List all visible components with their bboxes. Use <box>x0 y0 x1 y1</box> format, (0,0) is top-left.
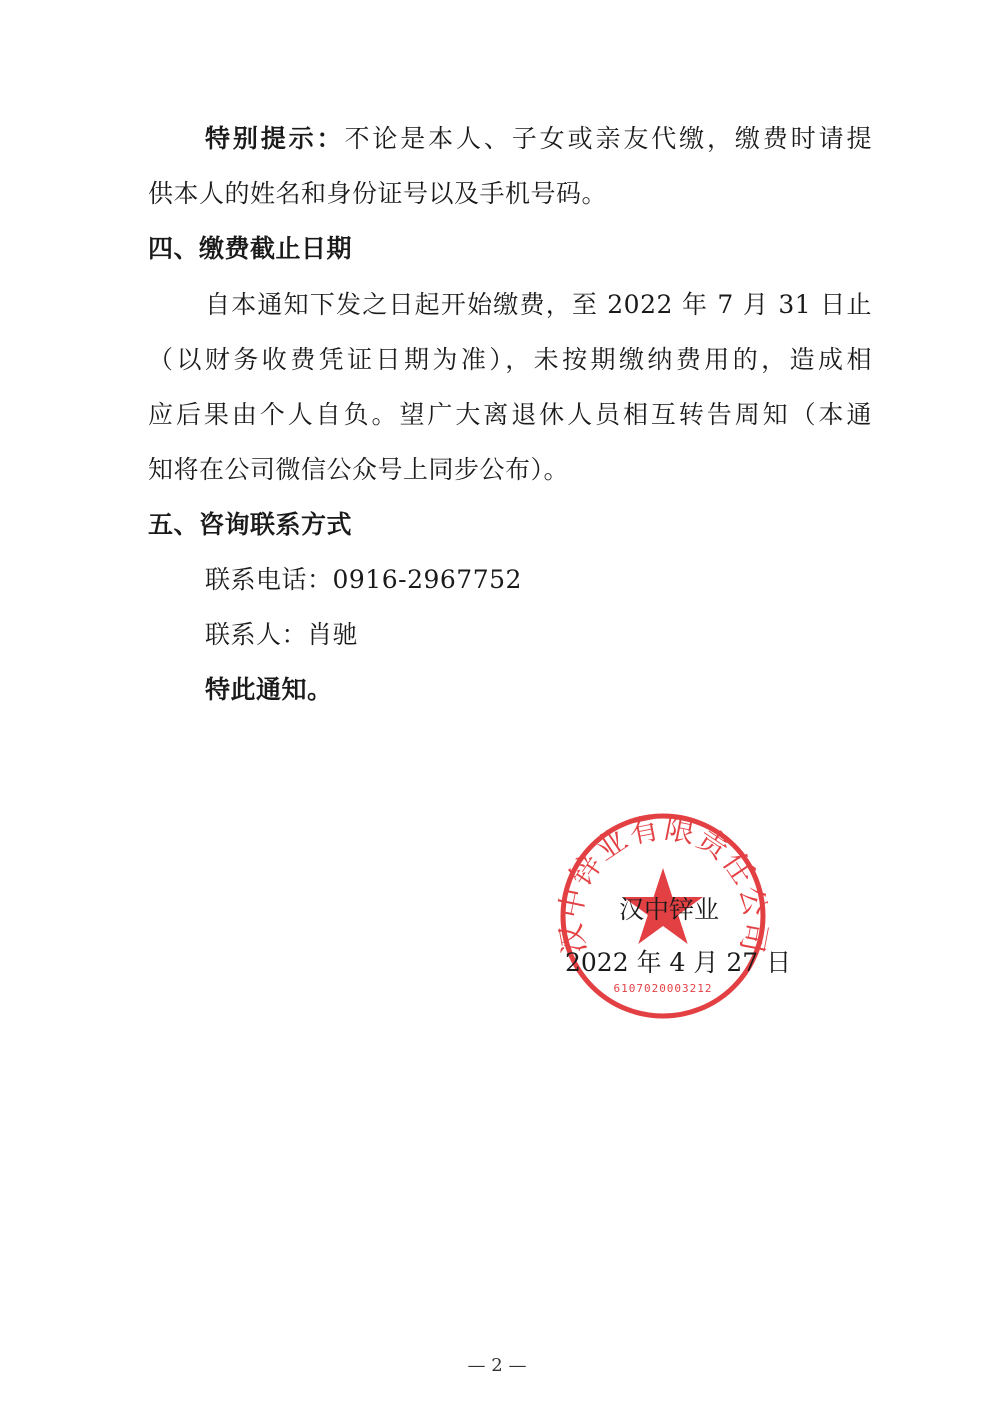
page-number: — 2 — <box>467 1355 527 1376</box>
signature-date: 2022 年 4 月 27 日 <box>565 948 792 977</box>
signature-org: 汉中锌业 <box>619 895 720 924</box>
special-tip-label: 特别提示： <box>205 124 345 153</box>
special-tip-line-1 <box>205 122 872 156</box>
section-4-heading: 四、缴费截止日期 <box>148 234 353 263</box>
section-4-line-1: 自本通知下发之日起开始缴费，至 2022 年 7 月 31 日止 <box>205 290 872 319</box>
contact-phone: 联系电话：0916-2967752 <box>205 565 522 594</box>
special-tip-text: 不论是本人、子女或亲友代缴，缴费时请提 <box>344 124 872 153</box>
contact-person: 联系人：肖驰 <box>205 620 359 649</box>
section-4-line-2: （以财务收费凭证日期为准），未按期缴纳费用的，造成相 <box>148 345 872 374</box>
seal-serial: 6107020003212 <box>613 982 713 995</box>
section-4-line-4: 知将在公司微信公众号上同步公布）。 <box>148 455 570 484</box>
section-4-line-3: 应后果由个人自负。望广大离退休人员相互转告周知（本通 <box>148 400 872 429</box>
closing-text: 特此通知。 <box>205 675 333 704</box>
seal-ring-text: 汉中锌业有限责任公司 <box>553 810 773 957</box>
section-5-heading: 五、咨询联系方式 <box>148 510 353 539</box>
special-tip-line-2: 供本人的姓名和身份证号以及手机号码。 <box>148 179 608 208</box>
